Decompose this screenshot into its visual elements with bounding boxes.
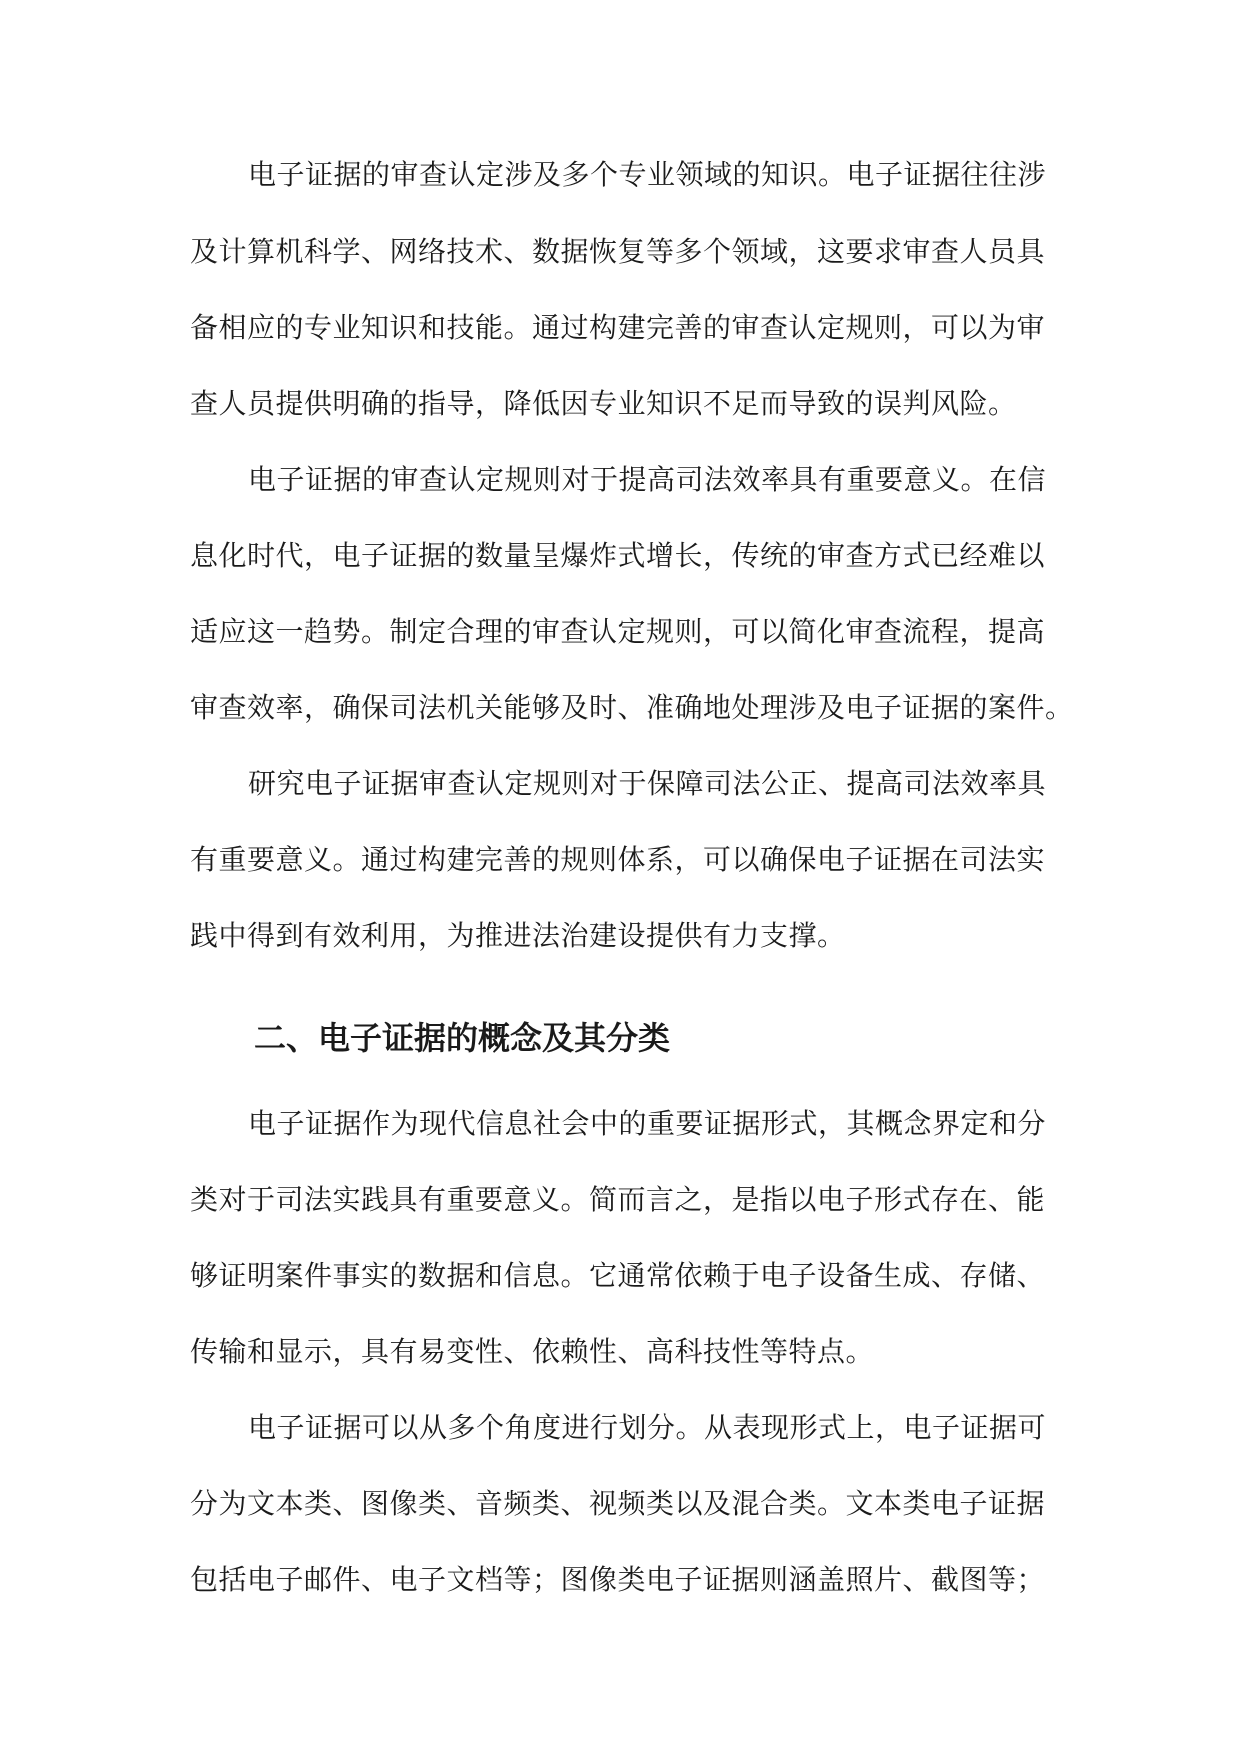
paragraph-1-line-2: 及计算机科学、网络技术、数据恢复等多个领域，这要求审查人员具 bbox=[190, 235, 1046, 268]
paragraph-1-line-4: 查人员提供明确的指导，降低因专业知识不足而导致的误判风险。 bbox=[190, 387, 1017, 420]
section-paragraph-2-line-2: 分为文本类、图像类、音频类、视频类以及混合类。文本类电子证据 bbox=[190, 1487, 1046, 1520]
section-paragraph-1-line-1: 电子证据作为现代信息社会中的重要证据形式，其概念界定和分 bbox=[248, 1107, 1047, 1140]
paragraph-3-line-2: 有重要意义。通过构建完善的规则体系，可以确保电子证据在司法实 bbox=[190, 843, 1046, 876]
section-heading: 二、电子证据的概念及其分类 bbox=[254, 1019, 671, 1057]
section-paragraph-1-line-2: 类对于司法实践具有重要意义。简而言之，是指以电子形式存在、能 bbox=[190, 1183, 1046, 1216]
paragraph-2-line-4: 审查效率，确保司法机关能够及时、准确地处理涉及电子证据的案件。 bbox=[190, 691, 1074, 724]
paragraph-3-line-3: 践中得到有效利用，为推进法治建设提供有力支撑。 bbox=[190, 919, 846, 952]
paragraph-2-line-3: 适应这一趋势。制定合理的审查认定规则，可以简化审查流程，提高 bbox=[190, 615, 1046, 648]
section-paragraph-1-line-3: 够证明案件事实的数据和信息。它通常依赖于电子设备生成、存储、 bbox=[190, 1259, 1046, 1292]
section-paragraph-2-line-3: 包括电子邮件、电子文档等；图像类电子证据则涵盖照片、截图等； bbox=[190, 1563, 1046, 1596]
paragraph-3-line-1: 研究电子证据审查认定规则对于保障司法公正、提高司法效率具 bbox=[248, 767, 1047, 800]
paragraph-2-line-2: 息化时代，电子证据的数量呈爆炸式增长，传统的审查方式已经难以 bbox=[190, 539, 1046, 572]
paragraph-1-line-3: 备相应的专业知识和技能。通过构建完善的审查认定规则，可以为审 bbox=[190, 311, 1046, 344]
section-paragraph-2-line-1: 电子证据可以从多个角度进行划分。从表现形式上，电子证据可 bbox=[248, 1411, 1047, 1444]
paragraph-2-line-1: 电子证据的审查认定规则对于提高司法效率具有重要意义。在信 bbox=[248, 463, 1047, 496]
section-paragraph-1-line-4: 传输和显示，具有易变性、依赖性、高科技性等特点。 bbox=[190, 1335, 875, 1368]
paragraph-1-line-1: 电子证据的审查认定涉及多个专业领域的知识。电子证据往往涉 bbox=[248, 158, 1047, 191]
